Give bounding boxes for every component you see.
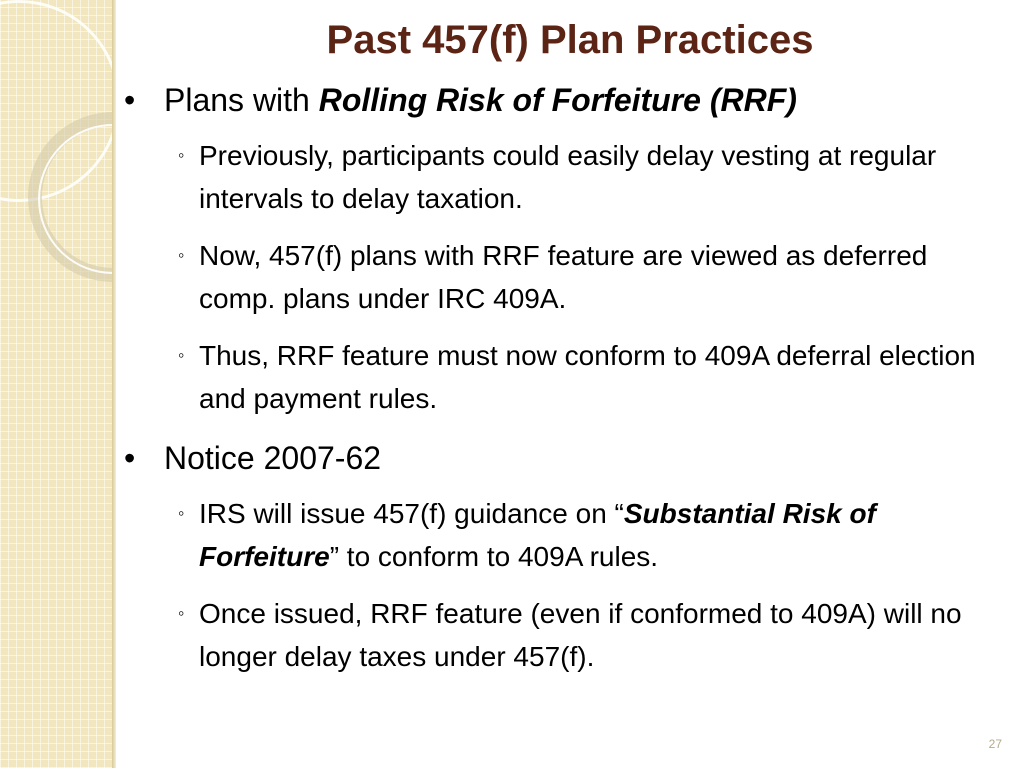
bullet-rrf <box>120 80 1010 120</box>
sub-bullet-irs-guidance <box>120 492 1010 578</box>
bullet-icon: • <box>124 82 136 118</box>
sub-bullet-icon: ◦ <box>178 503 185 523</box>
sub-bullet-icon: ◦ <box>178 603 185 623</box>
sub-bullet-text: IRS will issue 457(f) guidance on “ <box>199 498 624 529</box>
sub-bullet-emphasis: Substantial Risk of Forfeiture <box>199 498 876 572</box>
sub-bullet-thus <box>120 334 1010 420</box>
bullet-text: Notice 2007-62 <box>164 440 382 476</box>
slide-body <box>120 80 1010 678</box>
sub-bullet-icon: ◦ <box>178 145 185 165</box>
sub-bullet-text: Once issued, RRF feature (even if conformed to 409A) will no longer delay taxes under 457(f). <box>199 598 962 672</box>
bullet-icon: • <box>124 440 136 476</box>
decorative-sidebar <box>0 0 112 768</box>
sub-bullet-text: Thus, RRF feature must now conform to 409A deferral election and payment rules. <box>199 340 976 414</box>
sub-bullet-text-end: ” to conform to 409A rules. <box>329 541 659 572</box>
bullet-text: Plans with <box>164 82 319 118</box>
sub-bullet-previously <box>120 134 1010 220</box>
sub-bullet-icon: ◦ <box>178 345 185 365</box>
slide-title: Past 457(f) Plan Practices <box>326 18 814 62</box>
bullet-notice <box>120 438 1010 478</box>
sub-bullet-text: Now, 457(f) plans with RRF feature are viewed as deferred comp. plans under IRC 409A. <box>199 240 928 314</box>
sub-bullet-icon: ◦ <box>178 245 185 265</box>
spacer <box>120 420 1010 438</box>
sub-bullet-text: Previously, participants could easily delay vesting at regular intervals to delay taxation. <box>199 140 937 214</box>
sub-bullet-once-issued <box>120 592 1010 678</box>
sidebar-divider <box>112 0 116 768</box>
bullet-emphasis: Rolling Risk of Forfeiture (RRF) <box>318 82 797 118</box>
sub-bullet-now <box>120 234 1010 320</box>
page-number: 27 <box>988 737 1002 751</box>
